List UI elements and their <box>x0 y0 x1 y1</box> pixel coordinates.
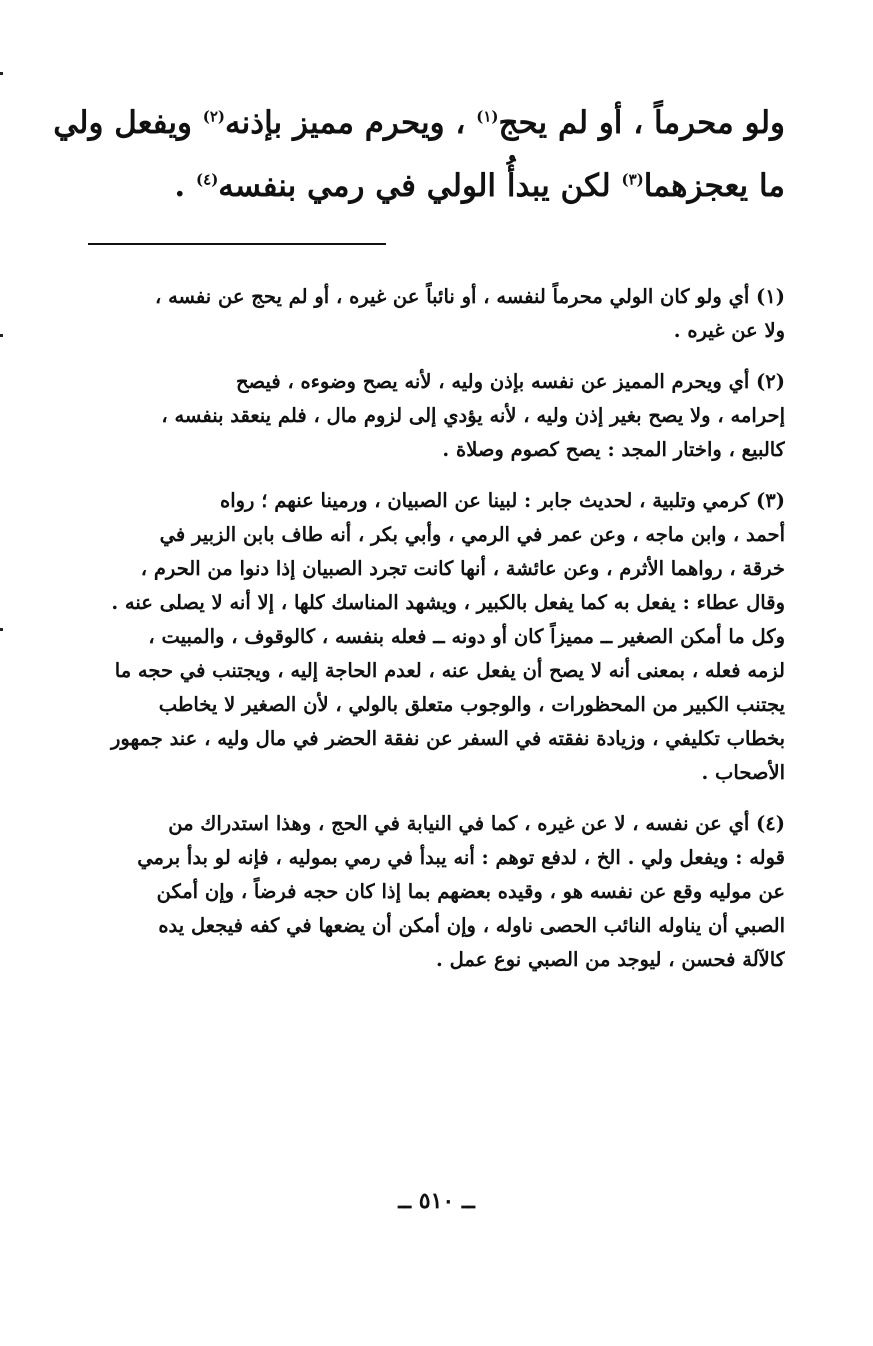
text-segment: ويفعل ولي <box>53 105 203 141</box>
main-text-line <box>45 92 785 155</box>
footnote-line: خرقة ، رواهما الأثرم ، وعن عائشة ، أنها كانت تجرد الصبيان إذا دنوا من الحرم ، <box>140 557 785 580</box>
footnote-divider <box>88 243 386 245</box>
footnote-line: كالبيع ، واختار المجد : يصح كصوم وصلاة . <box>442 438 785 461</box>
footnotes <box>45 280 785 994</box>
footnote-2 <box>45 365 785 467</box>
scan-edge-mark <box>0 334 3 337</box>
text-segment: ما يعجزهما <box>643 168 785 204</box>
footnote-line: (١) أي ولو كان الولي محرماً لنفسه ، أو نائباً عن غيره ، أو لم يحج عن نفسه ، <box>155 285 785 308</box>
footnote-4 <box>45 807 785 977</box>
footnote-line: ولا عن غيره . <box>673 319 785 342</box>
footnote-line: (٣) كرمي وتلبية ، لحديث جابر : لبينا عن الصبيان ، ورمينا عنهم ؛ رواه <box>219 489 785 512</box>
footnote-line: (٤) أي عن نفسه ، لا عن غيره ، كما في النيابة في الحج ، وهذا استدراك من <box>168 812 785 835</box>
footnote-line: بخطاب تكليفي ، وزيادة نفقته في السفر عن نفقة الحضر في مال وليه ، عند جمهور <box>110 727 785 750</box>
footnote-line: يجتنب الكبير من المحظورات ، والوجوب متعلق بالولي ، لأن الصغير لا يخاطب <box>158 693 785 716</box>
text-segment: ، ويحرم مميز بإذنه <box>225 105 477 141</box>
footnote-line: الصبي أن يناوله النائب الحصى ناوله ، وإن أمكن أن يضعها في كفه فيجعل يده <box>158 914 785 937</box>
footnote-ref: (٤) <box>196 170 219 189</box>
scan-edge-mark <box>0 72 3 75</box>
footnote-line: الأصحاب . <box>701 761 785 784</box>
page-number: ــ ٥١٠ ــ <box>398 1188 475 1214</box>
text-segment: لكن يبدأُ الولي في رمي بنفسه <box>218 168 622 204</box>
footnote-ref: (٢) <box>202 107 226 126</box>
footnote-line: وقال عطاء : يفعل به كما يفعل بالكبير ، ويشهد المناسك كلها ، إلا أنه لا يصلى عنه . <box>111 591 785 614</box>
footnote-1 <box>45 280 785 348</box>
main-text-line <box>45 155 785 218</box>
text-segment: . <box>174 168 197 204</box>
main-text <box>45 92 785 218</box>
footnote-line: لزمه فعله ، بمعنى أنه لا يصح أن يفعل عنه ، لعدم الحاجة إليه ، ويجتنب في حجه ما <box>114 659 785 682</box>
text-segment: ولو محرماً ، أو لم يحج <box>498 105 785 141</box>
footnote-line: أحمد ، وابن ماجه ، وعن عمر في الرمي ، وأبي بكر ، أنه طاف بابن الزبير في <box>159 523 785 546</box>
footnote-3 <box>45 484 785 790</box>
footnote-line: وكل ما أمكن الصغير ــ مميزاً كان أو دونه ــ فعله بنفسه ، كالوقوف ، والمبيت ، <box>148 625 785 648</box>
footnote-line: عن موليه وقع عن نفسه هو ، وقيده بعضهم بما إذا كان حجه فرضاً ، وإن أمكن <box>156 880 785 903</box>
footnote-line: (٢) أي ويحرم المميز عن نفسه بإذن وليه ، لأنه يصح وضوءه ، فيصح <box>235 370 785 393</box>
footnote-ref: (١) <box>476 107 499 126</box>
scan-edge-mark <box>0 628 3 631</box>
footnote-ref: (٣) <box>621 170 644 189</box>
footnote-line: قوله : ويفعل ولي . الخ ، لدفع توهم : أنه يبدأ في رمي بموليه ، فإنه لو بدأ برمي <box>137 846 785 869</box>
footnote-line: كالآلة فحسن ، ليوجد من الصبي نوع عمل . <box>436 948 785 971</box>
footnote-line: إحرامه ، ولا يصح بغير إذن وليه ، لأنه يؤدي إلى لزوم مال ، فلم ينعقد بنفسه ، <box>161 404 785 427</box>
